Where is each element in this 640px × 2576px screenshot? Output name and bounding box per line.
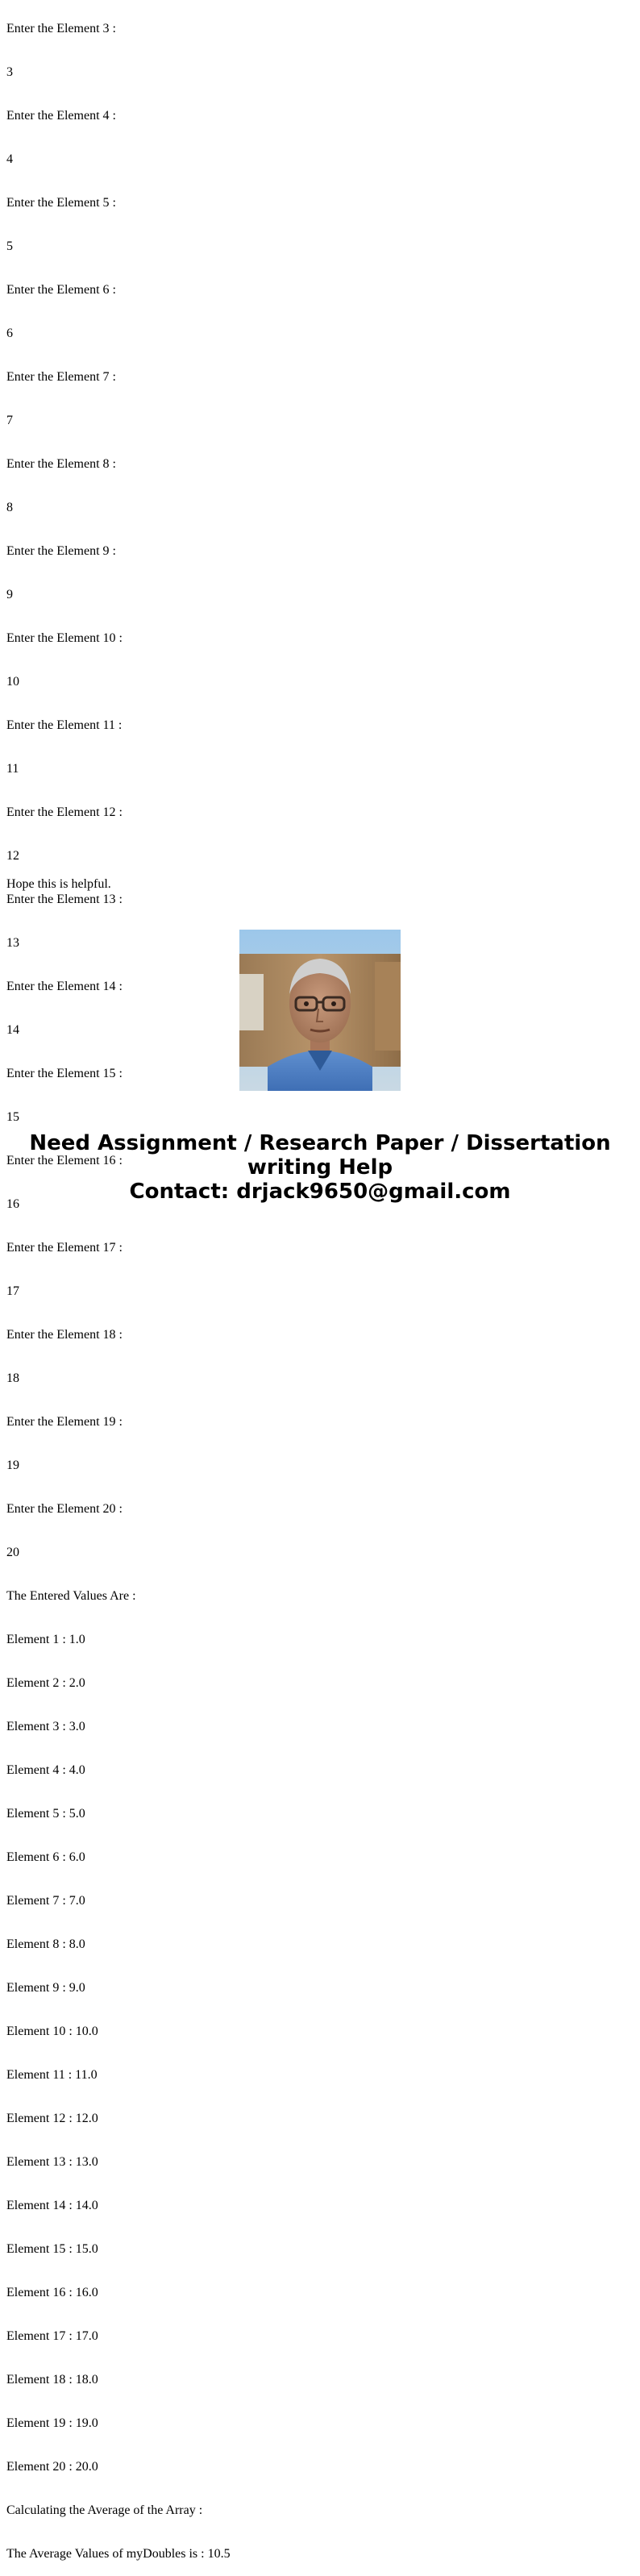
output-line: Enter the Element 8 : (6, 457, 116, 471)
output-line: Enter the Element 5 : (6, 196, 116, 210)
output-line: Enter the Element 14 : (6, 980, 123, 993)
author-avatar (239, 930, 401, 1091)
output-line: 19 (6, 1459, 19, 1472)
output-line: 12 (6, 849, 19, 863)
output-line: Element 14 : 14.0 (6, 2199, 98, 2212)
output-line: Element 3 : 3.0 (6, 1720, 85, 1733)
output-line: Element 10 : 10.0 (6, 2025, 98, 2038)
output-line: 8 (6, 501, 13, 514)
output-line: Enter the Element 6 : (6, 283, 116, 297)
output-line: Element 19 : 19.0 (6, 2416, 98, 2430)
output-line: Element 15 : 15.0 (6, 2242, 98, 2256)
output-line: Enter the Element 17 : (6, 1241, 123, 1255)
output-line: Enter the Element 11 : (6, 718, 123, 732)
output-line: 20 (6, 1546, 19, 1559)
promo-contact: Contact: drjack9650@gmail.com (129, 1180, 511, 1204)
output-line: Element 9 : 9.0 (6, 1981, 85, 1995)
output-line: 18 (6, 1371, 19, 1385)
output-line: 6 (6, 327, 13, 340)
output-line: Element 5 : 5.0 (6, 1807, 85, 1821)
output-line: Enter the Element 12 : (6, 805, 123, 819)
promo-banner (0, 1131, 640, 1204)
output-line: Enter the Element 19 : (6, 1415, 123, 1429)
output-line: Enter the Element 20 : (6, 1502, 123, 1516)
output-line: Element 4 : 4.0 (6, 1763, 85, 1777)
program-output (6, 0, 231, 2576)
output-line: 9 (6, 588, 13, 601)
promo-headline: Need Assignment / Research Paper / Dissertation (29, 1131, 611, 1155)
output-line: Enter the Element 10 : (6, 631, 123, 645)
output-line: 5 (6, 239, 13, 253)
output-line: 3 (6, 65, 13, 79)
output-line: 14 (6, 1023, 19, 1037)
output-line: 7 (6, 414, 13, 427)
author-photo-icon (239, 930, 401, 1091)
output-line: Enter the Element 16 : (6, 1154, 123, 1167)
output-line: Enter the Element 18 : (6, 1328, 123, 1342)
output-line: Element 20 : 20.0 (6, 2460, 98, 2474)
output-line: Enter the Element 7 : (6, 370, 116, 384)
output-line: 16 (6, 1197, 19, 1211)
output-line: 11 (6, 762, 19, 776)
output-line: Enter the Element 9 : (6, 544, 116, 558)
output-line: Element 16 : 16.0 (6, 2286, 98, 2299)
output-line: The Average Values of myDoubles is : 10.5 (6, 2547, 231, 2561)
output-line: Element 7 : 7.0 (6, 1894, 85, 1908)
output-line: Element 11 : 11.0 (6, 2068, 98, 2082)
output-line: Element 8 : 8.0 (6, 1937, 85, 1951)
output-line: Element 12 : 12.0 (6, 2112, 98, 2125)
closing-remark: Hope this is helpful. (6, 877, 111, 891)
output-line: Enter the Element 3 : (6, 22, 116, 35)
output-line: Element 6 : 6.0 (6, 1850, 85, 1864)
output-line: Element 17 : 17.0 (6, 2329, 98, 2343)
output-line: Element 13 : 13.0 (6, 2155, 98, 2169)
promo-subheadline: writing Help (247, 1155, 393, 1180)
output-line: The Entered Values Are : (6, 1589, 136, 1603)
output-line: 15 (6, 1110, 19, 1124)
output-line: Enter the Element 15 : (6, 1067, 123, 1080)
output-line: 10 (6, 675, 19, 689)
output-line: Enter the Element 4 : (6, 109, 116, 123)
output-line: Enter the Element 13 : (6, 893, 123, 906)
output-line: Element 1 : 1.0 (6, 1633, 85, 1646)
output-line: Element 18 : 18.0 (6, 2373, 98, 2387)
output-line: 4 (6, 152, 13, 166)
output-line: Element 2 : 2.0 (6, 1676, 85, 1690)
output-line: 17 (6, 1284, 19, 1298)
output-line: 13 (6, 936, 19, 950)
output-line: Calculating the Average of the Array : (6, 2503, 203, 2517)
